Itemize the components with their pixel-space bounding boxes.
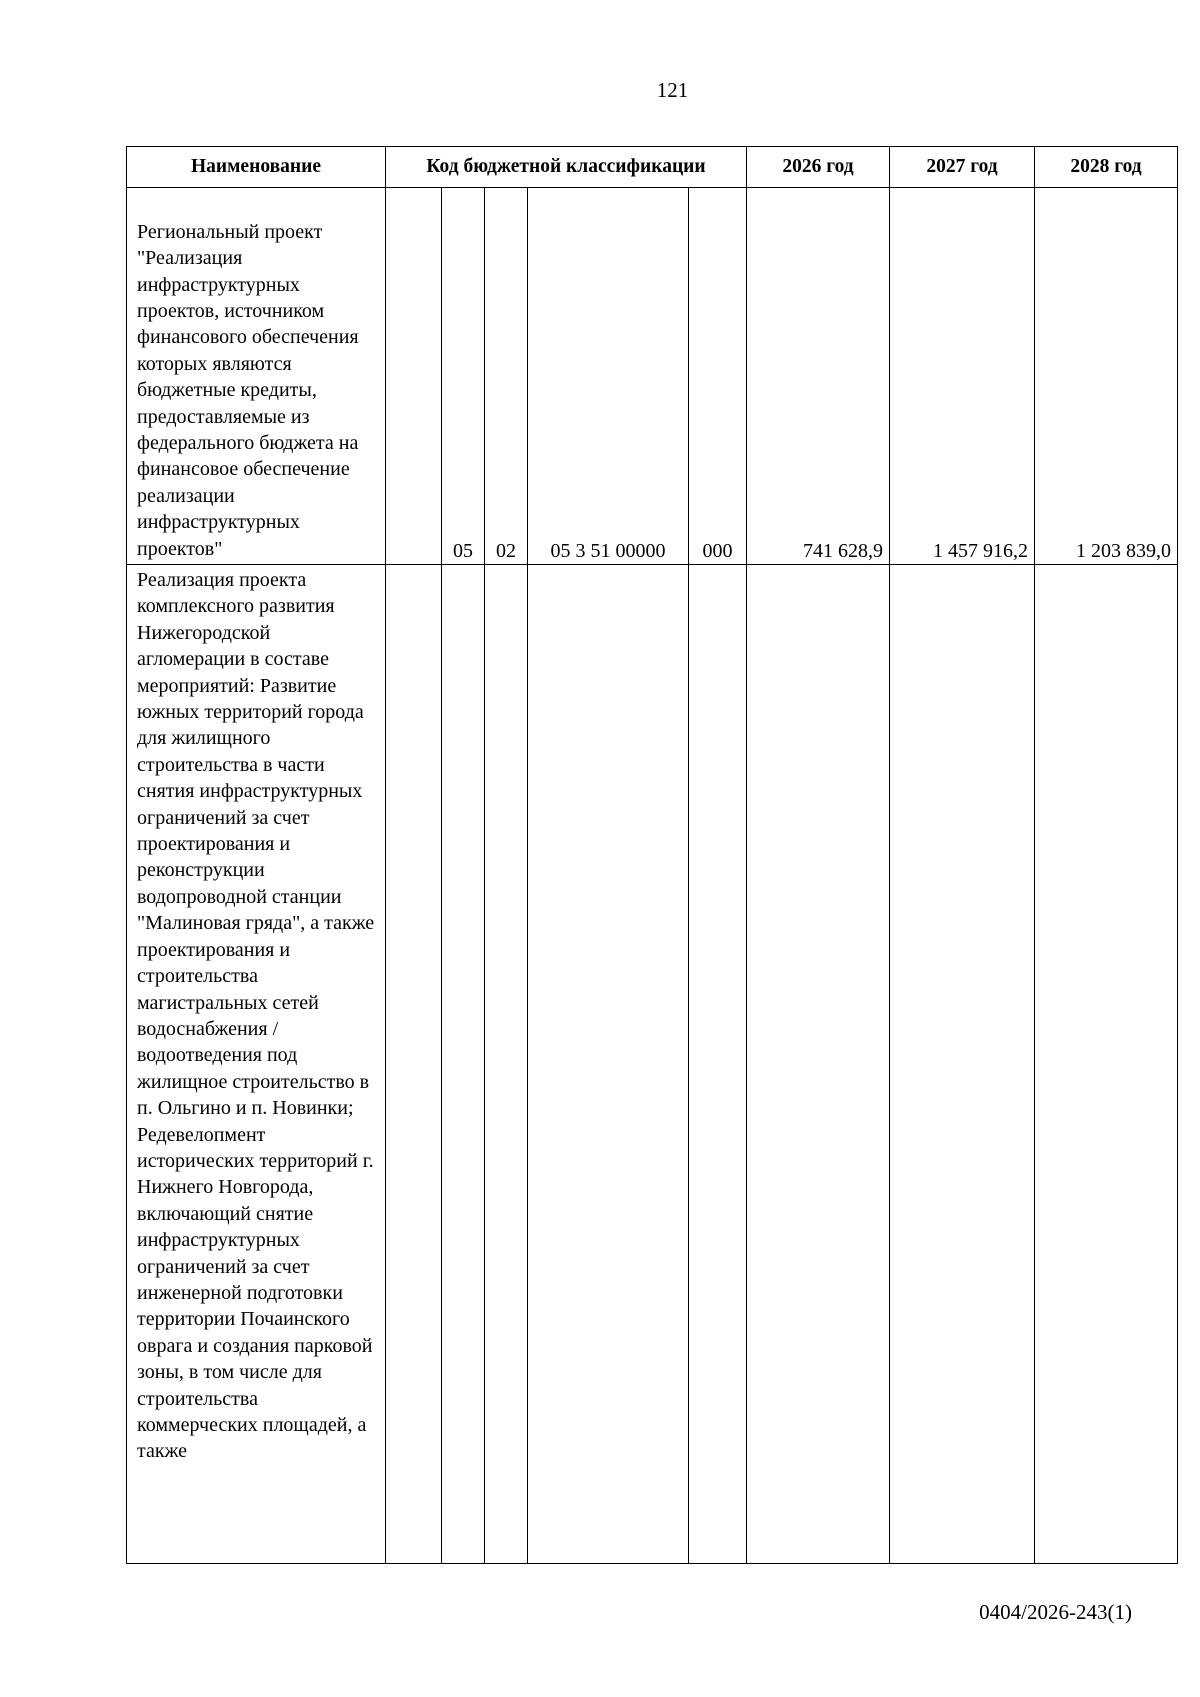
code-subsection: 02 bbox=[485, 188, 528, 565]
value-2027: 1 457 916,2 bbox=[890, 188, 1035, 565]
row-name: Реализация проекта комплексного развития Нижегородской агломерации в составе мероприятий: Развитие южных территорий города для жилищного строительства в части снятия инфраструктурных ограничений за счет проектирования и реконструкции водопроводной станции "Малиновая гряда", а также проектирования и строительства магистральных сетей водоснабжения / водоотведения под жилищное строительство в п. Ольгино и п. Новинки; Редевелопмент исторических территорий г. Нижнего Новгорода, включающий снятие инфраструктурных ограничений за счет инженерной подготовки территории Почаинского оврага и создания парковой зоны, в том числе для строительства коммерческих площадей, а также bbox=[137, 569, 375, 1463]
header-budget-code: Код бюджетной классификации bbox=[386, 147, 747, 188]
value-2028: 1 203 839,0 bbox=[1035, 188, 1178, 565]
code-section: 05 bbox=[442, 188, 485, 565]
header-year-2026: 2026 год bbox=[747, 147, 890, 188]
code-part-1 bbox=[386, 188, 442, 565]
header-year-2027: 2027 год bbox=[890, 147, 1035, 188]
page-number: 121 bbox=[656, 78, 689, 102]
code-target-article: 05 3 51 00000 bbox=[528, 188, 689, 565]
code-part-1 bbox=[386, 565, 442, 1564]
row-name: Региональный проект "Реализация инфраструктурных проектов, источником финансового обеспечения которых являются бюджетные кредиты, предоставляемые из федерального бюджета на финансовое обеспечение реализации инфраструктурных проектов" bbox=[137, 220, 359, 560]
code-expense-type: 000 bbox=[689, 188, 747, 565]
value-2026: 741 628,9 bbox=[747, 188, 890, 565]
header-year-2028: 2028 год bbox=[1035, 147, 1178, 188]
header-name: Наименование bbox=[127, 147, 386, 188]
code-subsection bbox=[485, 565, 528, 1564]
table-header-row bbox=[127, 147, 1178, 188]
value-2026 bbox=[747, 565, 890, 1564]
budget-table bbox=[126, 146, 1178, 1564]
code-section bbox=[442, 565, 485, 1564]
table-row bbox=[127, 188, 1178, 565]
table-row bbox=[127, 565, 1178, 1564]
value-2028 bbox=[1035, 565, 1178, 1564]
code-expense-type bbox=[689, 565, 747, 1564]
row-name-cell bbox=[127, 565, 386, 1564]
document-code: 0404/2026-243(1) bbox=[979, 1600, 1132, 1624]
code-target-article bbox=[528, 565, 689, 1564]
row-name-cell bbox=[127, 188, 386, 565]
value-2027 bbox=[890, 565, 1035, 1564]
